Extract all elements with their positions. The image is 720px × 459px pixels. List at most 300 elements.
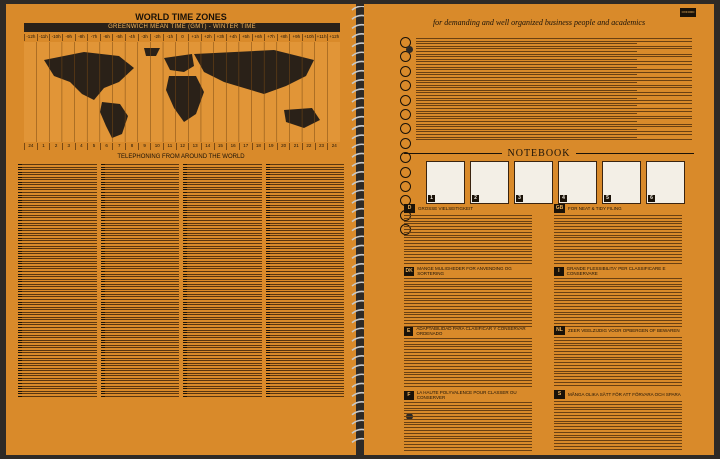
zone-hour: 22 [302, 143, 315, 150]
telephone-row [101, 342, 180, 343]
telephone-row [101, 172, 180, 173]
telephone-row [266, 271, 345, 272]
telephone-row [18, 388, 97, 389]
text-line [416, 56, 692, 57]
telephone-row [266, 279, 345, 280]
text-line [416, 100, 692, 101]
telephone-row [18, 195, 97, 196]
telephone-row [18, 228, 97, 229]
thumbnail-number: 2 [472, 195, 479, 202]
thumbnail-number: 6 [648, 195, 655, 202]
telephone-row [266, 233, 345, 234]
text-line [416, 108, 692, 109]
telephone-row [18, 261, 97, 262]
telephone-row [183, 271, 262, 272]
telephone-row [101, 189, 180, 190]
zone-hour: 11 [163, 143, 176, 150]
telephone-row [183, 220, 262, 221]
telephone-row [183, 202, 262, 203]
telephone-row [183, 266, 262, 267]
telephone-row [266, 378, 345, 379]
telephone-row [18, 393, 97, 394]
language-section [404, 326, 532, 388]
telephone-row [101, 294, 180, 295]
right-page [364, 4, 714, 455]
telephone-row [101, 358, 180, 359]
telephone-row [18, 256, 97, 257]
text-line [416, 90, 637, 91]
telephone-row [101, 286, 180, 287]
telephone-row [183, 327, 262, 328]
telephone-row [266, 268, 345, 269]
zone-hour: 5 [87, 143, 100, 150]
zone-offset: +11h [316, 34, 327, 39]
telephone-row [101, 309, 180, 310]
telephone-row [266, 307, 345, 308]
telephone-row [18, 266, 97, 267]
telephone-row [183, 177, 262, 178]
zone-offset: +3h [214, 34, 227, 41]
telephone-row [266, 192, 345, 193]
punch-hole [406, 46, 413, 53]
telephone-row [266, 248, 345, 249]
telephone-row [183, 187, 262, 188]
language-section [404, 266, 532, 328]
telephone-row [266, 253, 345, 254]
text-line [416, 59, 637, 60]
telephone-row [18, 182, 97, 183]
zone-hour: 20 [277, 143, 290, 150]
telephone-row [101, 253, 180, 254]
telephone-row [18, 164, 97, 165]
text-line [416, 124, 692, 125]
telephone-row [183, 179, 262, 180]
text-line [416, 116, 692, 117]
telephone-row [183, 314, 262, 315]
telephone-row [101, 266, 180, 267]
telephone-row [183, 192, 262, 193]
telephone-row [101, 263, 180, 264]
telephone-row [101, 386, 180, 387]
telephone-row [183, 243, 262, 244]
telephone-row [183, 337, 262, 338]
telephone-row [18, 169, 97, 170]
telephone-row [18, 370, 97, 371]
telephone-row [101, 235, 180, 236]
telephone-row [101, 268, 180, 269]
telephone-row [18, 319, 97, 320]
zone-offset: +6h [252, 34, 265, 41]
telephone-row [183, 261, 262, 262]
telephone-row [183, 197, 262, 198]
telephone-row [183, 358, 262, 359]
text-line [416, 129, 637, 130]
telephone-row [266, 322, 345, 323]
telephone-row [18, 248, 97, 249]
tagline: for demanding and well organized business people and academics [432, 18, 646, 27]
telephone-row [266, 386, 345, 387]
telephone-row [18, 352, 97, 353]
text-line [416, 113, 637, 114]
telephone-row [18, 197, 97, 198]
telephone-row [101, 238, 180, 239]
telephone-row [183, 235, 262, 236]
telephone-row [18, 365, 97, 366]
telephone-row [18, 230, 97, 231]
telephone-row [18, 220, 97, 221]
language-marker [400, 80, 411, 91]
telephone-row [183, 217, 262, 218]
telephone-row [183, 347, 262, 348]
zone-offset: +9h [289, 34, 302, 41]
world-time-zones-title: WORLD TIME ZONES [135, 12, 227, 22]
telephone-row [101, 210, 180, 211]
telephone-row [183, 304, 262, 305]
zone-hours [24, 143, 340, 150]
section-code: DK [405, 267, 413, 274]
telephone-row [266, 266, 345, 267]
section-title: ADAPTABILIDAD PARA CLASIFICAR Y CONSERVAR ORDENADO [416, 326, 526, 336]
text-line [416, 118, 692, 119]
telephone-row [18, 383, 97, 384]
telephone-row [266, 174, 345, 175]
telephone-title: TELEPHONING FROM AROUND THE WORLD [117, 154, 245, 160]
telephone-row [18, 233, 97, 234]
telephone-row [101, 217, 180, 218]
telephone-row [266, 358, 345, 359]
telephone-row [18, 215, 97, 216]
telephone-row [266, 210, 345, 211]
telephone-row [266, 167, 345, 168]
telephone-row [101, 302, 180, 303]
telephone-row [101, 223, 180, 224]
telephone-row [101, 378, 180, 379]
zone-offset: -12h [24, 34, 37, 41]
telephone-row [18, 207, 97, 208]
telephone-row [266, 205, 345, 206]
telephone-row [183, 368, 262, 369]
telephone-row [183, 212, 262, 213]
telephone-row [266, 355, 345, 356]
telephone-row [266, 350, 345, 351]
zone-hour: 8 [125, 143, 138, 150]
telephone-row [266, 312, 345, 313]
section-code: D [404, 204, 415, 213]
telephone-row [101, 182, 180, 183]
telephone-row [266, 251, 345, 252]
text-line [416, 85, 692, 86]
paper-thumbnail [514, 161, 553, 204]
section-title: LA HAUTE POLYVALENCE POUR CLASSER OU CONSERVER [416, 390, 517, 400]
text-line [416, 69, 692, 70]
section-title: MANGE MULIGHEDER FOR ANVENDING OG SORTERING [417, 266, 512, 276]
telephone-row [183, 215, 262, 216]
text-line [416, 98, 637, 99]
text-line [416, 87, 692, 88]
telephone-column [266, 164, 345, 434]
telephone-row [183, 205, 262, 206]
paper-thumbnail [426, 161, 465, 204]
telephone-row [183, 279, 262, 280]
telephone-row [18, 358, 97, 359]
telephone-row [266, 207, 345, 208]
telephone-row [183, 207, 262, 208]
telephone-row [183, 352, 262, 353]
text-line [416, 139, 692, 140]
telephone-row [101, 258, 180, 259]
telephone-row [18, 274, 97, 275]
text-line [416, 77, 692, 78]
telephone-row [266, 195, 345, 196]
text-line [416, 67, 637, 68]
zone-hour: 9 [138, 143, 151, 150]
telephone-row [18, 189, 97, 190]
zone-hour: 18 [252, 143, 265, 150]
telephone-row [183, 383, 262, 384]
zone-offsets [24, 34, 340, 41]
zone-offset: +5h [239, 34, 252, 41]
telephone-row [101, 335, 180, 336]
zone-offset: -1h [163, 34, 176, 41]
telephone-row [18, 246, 97, 247]
zone-offset: +4h [226, 34, 239, 41]
telephone-row [266, 202, 345, 203]
telephone-row [183, 330, 262, 331]
notebook-title: NOTEBOOK [507, 148, 571, 159]
telephone-row [18, 337, 97, 338]
text-line [416, 131, 692, 132]
telephone-row [18, 294, 97, 295]
telephone-row [183, 238, 262, 239]
telephone-row [266, 304, 345, 305]
telephone-row [183, 342, 262, 343]
telephone-row [18, 200, 97, 201]
telephone-row [101, 179, 180, 180]
telephone-row [183, 332, 262, 333]
zone-offset: -10h [49, 34, 62, 41]
paper-format-thumbnails [426, 161, 685, 204]
text-line [416, 82, 637, 83]
thumbnail-number: 4 [560, 195, 567, 202]
telephone-row [266, 281, 345, 282]
telephone-row [18, 350, 97, 351]
telephone-row [266, 360, 345, 361]
telephone-row [101, 274, 180, 275]
telephone-row [266, 393, 345, 394]
telephone-row [183, 345, 262, 346]
telephone-row [183, 396, 262, 397]
text-line [416, 38, 692, 39]
telephone-row [18, 253, 97, 254]
telephone-row [183, 246, 262, 247]
text-line [416, 54, 692, 55]
telephone-row [101, 375, 180, 376]
thumbnail-number: 3 [516, 195, 523, 202]
telephone-row [183, 167, 262, 168]
section-title: MÅNGA OLIKA SÄTT FÖR ATT FÖRVARA OCH SPARA [568, 392, 681, 397]
telephone-row [101, 350, 180, 351]
telephone-row [18, 330, 97, 331]
telephone-row [183, 174, 262, 175]
thumbnail-number: 1 [428, 195, 435, 202]
telephone-row [18, 322, 97, 323]
zone-hour: 3 [62, 143, 75, 150]
left-page [6, 4, 356, 455]
telephone-row [18, 217, 97, 218]
section-code: S [554, 390, 565, 399]
telephone-row [183, 263, 262, 264]
telephone-row [183, 228, 262, 229]
telephone-row [18, 258, 97, 259]
text-line [416, 61, 692, 62]
telephone-row [183, 268, 262, 269]
language-marker [400, 123, 411, 134]
text-line [416, 103, 692, 104]
telephone-row [101, 317, 180, 318]
telephone-row [183, 307, 262, 308]
zone-hour: 16 [226, 143, 239, 150]
intro-text [416, 38, 692, 146]
telephone-row [18, 192, 97, 193]
telephone-row [183, 340, 262, 341]
zone-hour: 12 [176, 143, 189, 150]
zone-offset: -9h [62, 34, 75, 41]
telephone-row [101, 365, 180, 366]
telephone-row [266, 388, 345, 389]
section-title: ZEER VEELZIJDIG VOOR OPBERGEN OF BEWAREN [568, 328, 680, 333]
zone-offset: -8h [75, 34, 88, 41]
zone-hour: 19 [264, 143, 277, 150]
telephone-row [18, 291, 97, 292]
telephone-row [183, 291, 262, 292]
telephone-row [183, 296, 262, 297]
telephone-row [183, 302, 262, 303]
telephone-row [266, 296, 345, 297]
telephone-row [183, 164, 262, 165]
telephone-row [18, 281, 97, 282]
telephone-row [266, 319, 345, 320]
telephone-row [266, 246, 345, 247]
telephone-row [183, 169, 262, 170]
zone-hour: 13 [188, 143, 201, 150]
oxford-logo: OXFORD [680, 8, 696, 17]
telephone-row [18, 210, 97, 211]
telephone-row [266, 240, 345, 241]
paper-thumbnail [558, 161, 597, 204]
telephone-row [183, 309, 262, 310]
telephone-row [183, 391, 262, 392]
telephone-row [266, 261, 345, 262]
telephone-row [101, 202, 180, 203]
telephone-row [18, 302, 97, 303]
language-marker [400, 167, 411, 178]
telephone-row [183, 373, 262, 374]
zone-hour: 23 [315, 143, 328, 150]
telephone-row [183, 388, 262, 389]
telephone-row [101, 184, 180, 185]
zone-hour: 15 [214, 143, 227, 150]
text-line [416, 92, 692, 93]
telephone-row [183, 375, 262, 376]
telephone-row [18, 378, 97, 379]
telephone-row [18, 243, 97, 244]
telephone-row [183, 319, 262, 320]
telephone-row [101, 337, 180, 338]
telephone-row [101, 363, 180, 364]
telephone-row [266, 172, 345, 173]
language-marker [400, 181, 411, 192]
telephone-row [18, 363, 97, 364]
paper-thumbnail [470, 161, 509, 204]
section-code: NL [554, 326, 565, 335]
telephone-row [101, 360, 180, 361]
telephone-row [101, 197, 180, 198]
telephone-row [101, 284, 180, 285]
telephone-row [266, 223, 345, 224]
telephone-row [101, 174, 180, 175]
telephone-row [18, 184, 97, 185]
telephone-row [266, 187, 345, 188]
telephone-row [101, 330, 180, 331]
telephone-row [18, 177, 97, 178]
telephone-row [266, 330, 345, 331]
telephone-row [266, 258, 345, 259]
language-marker [400, 95, 411, 106]
telephone-row [183, 380, 262, 381]
zone-hour: 1 [37, 143, 50, 150]
telephone-row [18, 396, 97, 397]
telephone-row [266, 396, 345, 397]
telephone-row [101, 368, 180, 369]
telephone-row [183, 335, 262, 336]
telephone-row [18, 240, 97, 241]
telephone-row [183, 294, 262, 295]
telephone-row [18, 238, 97, 239]
telephone-row [266, 263, 345, 264]
language-section [554, 204, 682, 265]
text-line [416, 46, 692, 47]
telephone-row [101, 177, 180, 178]
language-section [554, 266, 682, 328]
telephone-row [101, 314, 180, 315]
telephone-row [183, 360, 262, 361]
divider [576, 153, 694, 154]
telephone-row [266, 335, 345, 336]
telephone-row [101, 261, 180, 262]
telephone-column [18, 164, 97, 434]
telephone-row [18, 187, 97, 188]
telephone-row [266, 368, 345, 369]
zone-offset: -11h [37, 34, 50, 41]
telephone-row [101, 205, 180, 206]
telephone-row [18, 289, 97, 290]
telephone-row [101, 347, 180, 348]
telephone-row [101, 228, 180, 229]
zone-hour: 6 [100, 143, 113, 150]
telephone-row [18, 307, 97, 308]
telephone-row [18, 202, 97, 203]
telephone-row [183, 355, 262, 356]
telephone-row [101, 312, 180, 313]
text-line [416, 105, 637, 106]
gmt-subtitle: GREENWICH MEAN TIME (GMT) - WINTER TIME [24, 23, 340, 32]
telephone-row [266, 274, 345, 275]
telephone-row [101, 393, 180, 394]
telephone-row [266, 309, 345, 310]
telephone-row [266, 327, 345, 328]
telephone-row [101, 207, 180, 208]
telephone-row [266, 294, 345, 295]
